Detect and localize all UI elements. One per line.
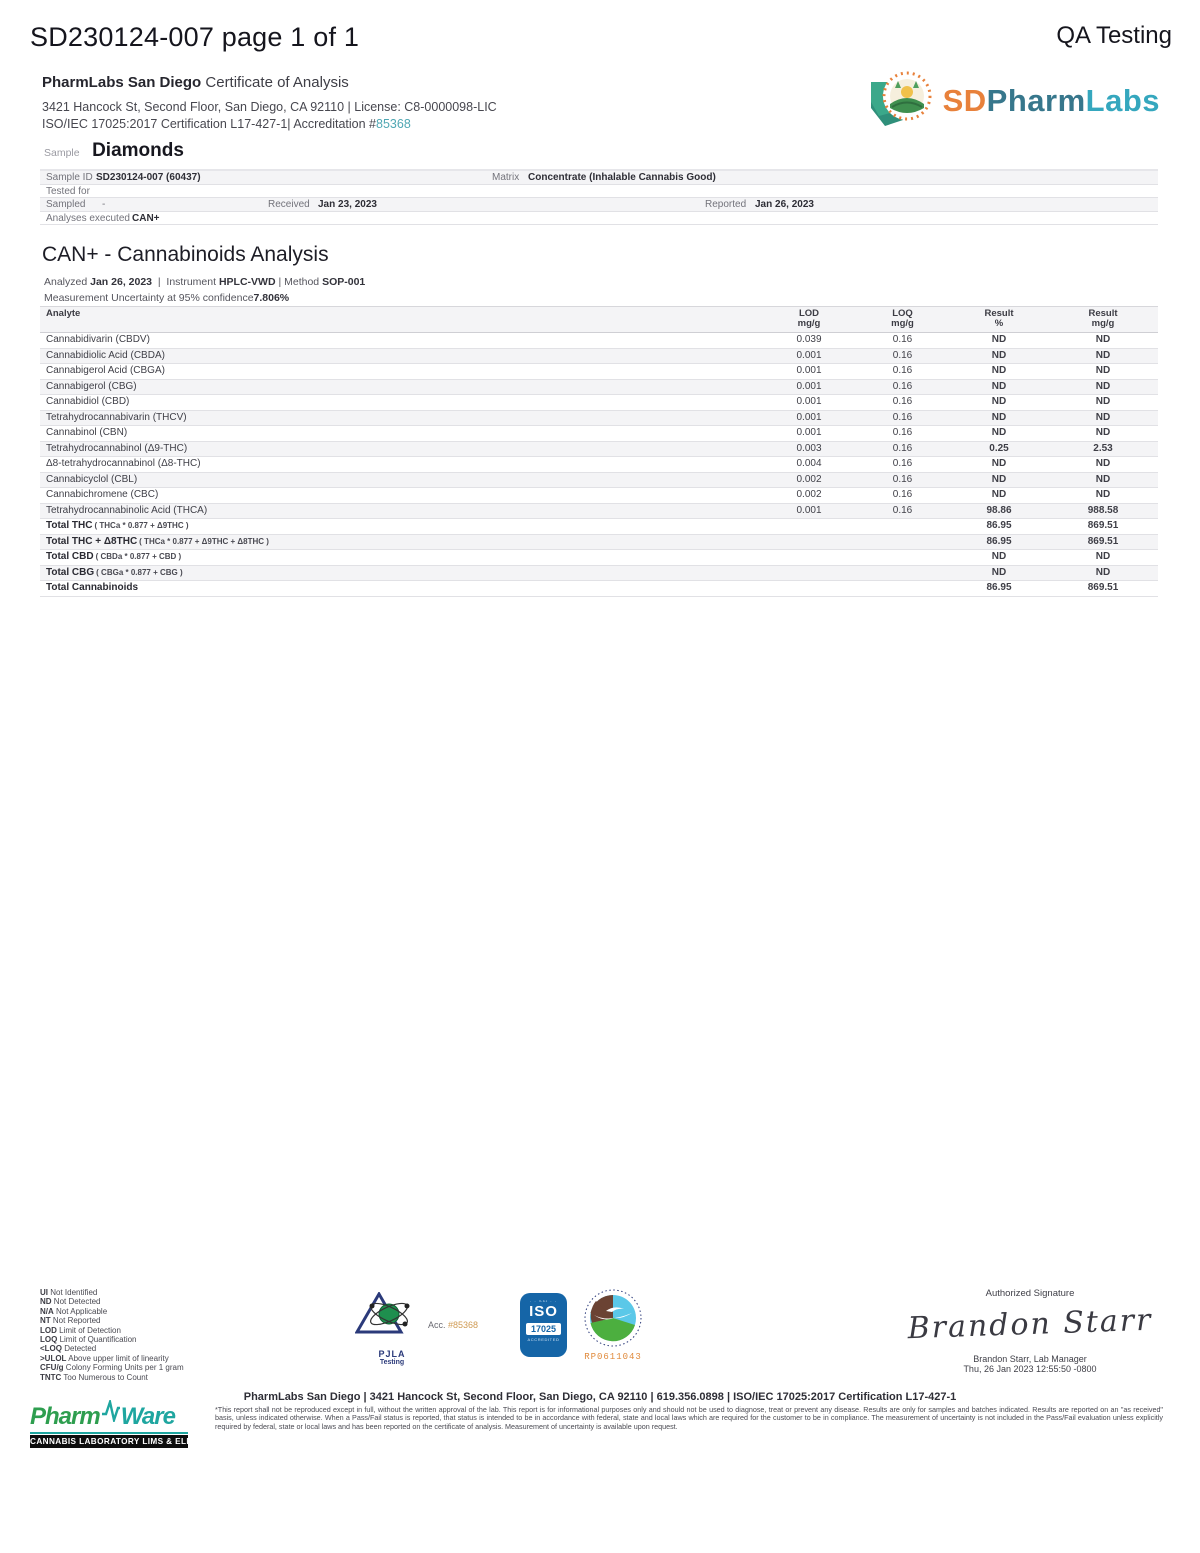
analyte-name: Tetrahydrocannabinol (Δ9-THC) <box>40 441 763 457</box>
analyte-name: Total Cannabinoids <box>40 581 763 597</box>
qa-testing-label: QA Testing <box>1056 22 1172 49</box>
iso-word: ISO <box>529 1303 558 1320</box>
column-header: Analyte <box>40 307 763 333</box>
brand-pharm: Pharm <box>986 82 1086 118</box>
total-row <box>40 550 1158 566</box>
meta-separator-2: | <box>278 276 282 288</box>
acc-label: Acc. <box>428 1320 446 1330</box>
result-percent: ND <box>950 565 1048 581</box>
signature-script: Brandon Starr <box>907 1302 1153 1347</box>
lab-cert-text: ISO/IEC 17025:2017 Certification L17-427-1| Accreditation # <box>42 117 377 131</box>
total-row <box>40 565 1158 581</box>
lab-title-line <box>42 74 497 91</box>
analyte-name: Cannabigerol Acid (CBGA) <box>40 364 763 380</box>
authorized-signature-label: Authorized Signature <box>985 1288 1075 1299</box>
accreditation-line <box>428 1320 478 1330</box>
lod-value: 0.001 <box>763 395 855 411</box>
result-mgg: ND <box>1048 364 1158 380</box>
uncertainty-line <box>44 292 289 304</box>
method-label: Method <box>284 276 320 288</box>
result-percent: 86.95 <box>950 519 1048 535</box>
loq-value <box>855 550 950 566</box>
loq-value: 0.16 <box>855 395 950 411</box>
result-mgg: 988.58 <box>1048 503 1158 519</box>
result-mgg: ND <box>1048 333 1158 349</box>
signer-name-title: Brandon Starr, Lab Manager <box>973 1354 1087 1364</box>
loq-value: 0.16 <box>855 503 950 519</box>
result-mgg: 869.51 <box>1048 519 1158 535</box>
analyte-row <box>40 426 1158 442</box>
acc-number: #85368 <box>448 1320 479 1330</box>
lod-value <box>763 519 855 535</box>
lod-value: 0.004 <box>763 457 855 473</box>
tested-for-row <box>40 185 1158 199</box>
environmental-seal-code: RP0611043 <box>584 1352 642 1362</box>
result-mgg: ND <box>1048 472 1158 488</box>
pharmware-tagline: CANNABIS LABORATORY LIMS & ELN <box>30 1437 193 1446</box>
analysis-section-title: CAN+ - Cannabinoids Analysis <box>42 243 329 266</box>
analyte-row <box>40 348 1158 364</box>
lab-name: PharmLabs San Diego <box>42 74 202 91</box>
lod-value <box>763 550 855 566</box>
result-percent: ND <box>950 379 1048 395</box>
legend-item: N/A Not Applicable <box>40 1306 108 1316</box>
analyte-name: Total CBD ( CBDa * 0.877 + CBD ) <box>40 550 763 566</box>
sampled-label: Sampled <box>46 199 86 210</box>
loq-value: 0.16 <box>855 441 950 457</box>
analyte-name: Cannabigerol (CBG) <box>40 379 763 395</box>
lod-value <box>763 534 855 550</box>
loq-value <box>855 534 950 550</box>
matrix-label: Matrix <box>492 172 520 183</box>
pjla-name: PJLA <box>378 1349 406 1359</box>
analyte-row <box>40 410 1158 426</box>
loq-value: 0.16 <box>855 410 950 426</box>
column-header: Result % <box>950 307 1048 333</box>
signature-datetime: Thu, 26 Jan 2023 12:55:50 -0800 <box>963 1364 1097 1374</box>
environmental-seal-icon <box>584 1289 642 1347</box>
brand-wordmark <box>943 83 1160 119</box>
pjla-sub: Testing <box>379 1359 405 1366</box>
result-percent: 98.86 <box>950 503 1048 519</box>
result-percent: ND <box>950 333 1048 349</box>
loq-value: 0.16 <box>855 426 950 442</box>
legend-item: >ULOL Above upper limit of linearity <box>40 1353 169 1363</box>
result-percent: 0.25 <box>950 441 1048 457</box>
analyte-table-body <box>40 333 1158 597</box>
lab-info-block <box>42 74 497 133</box>
loq-value <box>855 565 950 581</box>
result-mgg: 869.51 <box>1048 534 1158 550</box>
result-mgg: ND <box>1048 410 1158 426</box>
analyte-name: Cannabichromene (CBC) <box>40 488 763 504</box>
loq-value: 0.16 <box>855 379 950 395</box>
document-id: SD230124-007 page 1 of 1 <box>30 22 360 52</box>
uncertainty-label: Measurement Uncertainty at 95% confidence <box>44 292 254 304</box>
lod-value <box>763 565 855 581</box>
analyte-row <box>40 441 1158 457</box>
lab-address <box>42 99 497 133</box>
sample-id-label: Sample ID <box>46 172 93 183</box>
sample-id-row <box>40 171 1158 185</box>
analyte-header-row <box>40 307 1158 333</box>
loq-value: 0.16 <box>855 457 950 473</box>
legend-item: LOQ Limit of Quantification <box>40 1335 137 1345</box>
analyte-name: Cannabidiolic Acid (CBDA) <box>40 348 763 364</box>
legend-item: LOD Limit of Detection <box>40 1325 121 1335</box>
document-header <box>30 22 1172 53</box>
lod-value: 0.002 <box>763 488 855 504</box>
lod-value: 0.001 <box>763 379 855 395</box>
reported-label: Reported <box>705 199 747 210</box>
legend-list <box>40 1288 184 1382</box>
pjla-logo-icon <box>355 1331 429 1348</box>
legend-item: CFU/g Colony Forming Units per 1 gram <box>40 1363 184 1373</box>
analyte-row <box>40 488 1158 504</box>
result-mgg: ND <box>1048 550 1158 566</box>
lod-value: 0.003 <box>763 441 855 457</box>
pharmware-pharm: Pharm <box>30 1403 100 1430</box>
analyte-row <box>40 503 1158 519</box>
result-percent: ND <box>950 550 1048 566</box>
column-header: LOQ mg/g <box>855 307 950 333</box>
pulse-line-icon <box>102 1400 120 1427</box>
analyte-row <box>40 395 1158 411</box>
result-percent: 86.95 <box>950 581 1048 597</box>
analyzed-label: Analyzed <box>44 276 88 288</box>
analyte-name: Tetrahydrocannabinolic Acid (THCA) <box>40 503 763 519</box>
signature-block <box>905 1288 1155 1374</box>
brand-sd: SD <box>942 82 987 118</box>
total-row <box>40 581 1158 597</box>
result-percent: ND <box>950 348 1048 364</box>
loq-value: 0.16 <box>855 472 950 488</box>
result-percent: 86.95 <box>950 534 1048 550</box>
sample-label: Sample <box>44 147 80 159</box>
result-mgg: ND <box>1048 379 1158 395</box>
lod-value: 0.039 <box>763 333 855 349</box>
footer-address: PharmLabs San Diego | 3421 Hancock St, Second Floor, San Diego, CA 92110 | 619.356.0898 | ISO/IEC 17025:2017 Certification L17-427-1 <box>243 1391 957 1403</box>
sd-pharmlabs-logo <box>865 62 1160 139</box>
received-value: Jan 23, 2023 <box>318 199 377 210</box>
analyte-name: Tetrahydrocannabivarin (THCV) <box>40 410 763 426</box>
sample-id-value: SD230124-007 (60437) <box>96 172 201 183</box>
result-percent: ND <box>950 364 1048 380</box>
lod-value: 0.001 <box>763 348 855 364</box>
received-label: Received <box>268 199 310 210</box>
lod-value <box>763 581 855 597</box>
lod-value: 0.002 <box>763 472 855 488</box>
pharmware-wordmark <box>30 1400 188 1434</box>
lod-value: 0.001 <box>763 410 855 426</box>
meta-separator-1: | <box>154 276 167 288</box>
lod-value: 0.001 <box>763 503 855 519</box>
analyte-name: Δ8-tetrahydrocannabinol (Δ8-THC) <box>40 457 763 473</box>
uncertainty-value: 7.806% <box>253 292 290 304</box>
analyte-row <box>40 333 1158 349</box>
cannabinoid-results-table <box>40 306 1158 597</box>
analyte-row <box>40 472 1158 488</box>
result-percent: ND <box>950 457 1048 473</box>
result-mgg: ND <box>1048 348 1158 364</box>
legend-item: ND Not Detected <box>40 1297 101 1307</box>
analyzed-date: Jan 26, 2023 <box>90 276 153 288</box>
lod-value: 0.001 <box>763 426 855 442</box>
sample-name: Diamonds <box>92 140 184 161</box>
analyses-value: CAN+ <box>132 212 160 224</box>
result-percent: ND <box>950 472 1048 488</box>
result-percent: ND <box>950 395 1048 411</box>
analyte-row <box>40 379 1158 395</box>
iso-number: 17025 <box>526 1323 561 1335</box>
iso-arc-text: · · ᴵᴸᴬᶜ · · <box>529 1299 558 1304</box>
analyte-name: Total THC ( THCa * 0.877 + Δ9THC ) <box>40 519 763 535</box>
loq-value: 0.16 <box>855 333 950 349</box>
column-header: LOD mg/g <box>763 307 855 333</box>
instrument-label: Instrument <box>166 276 217 288</box>
sampled-value: - <box>102 199 106 210</box>
result-mgg: ND <box>1048 426 1158 442</box>
loq-value: 0.16 <box>855 488 950 504</box>
analyte-name: Cannabidiol (CBD) <box>40 395 763 411</box>
legend-item: NT Not Reported <box>40 1316 101 1326</box>
analyses-row <box>40 212 1158 226</box>
result-mgg: ND <box>1048 457 1158 473</box>
loq-value: 0.16 <box>855 364 950 380</box>
result-mgg: ND <box>1048 488 1158 504</box>
analyte-name: Total THC + Δ8THC ( THCa * 0.877 + Δ9THC + Δ8THC ) <box>40 534 763 550</box>
loq-value <box>855 581 950 597</box>
analyte-row <box>40 457 1158 473</box>
iso-foot-text: ACCREDITED <box>527 1337 560 1342</box>
pjla-accreditation-badge <box>352 1292 432 1366</box>
instrument-value: HPLC-VWD <box>218 276 276 288</box>
loq-value: 0.16 <box>855 348 950 364</box>
sample-heading <box>44 140 184 162</box>
total-row <box>40 534 1158 550</box>
sampled-row <box>40 198 1158 212</box>
total-row <box>40 519 1158 535</box>
legend-item: <LOQ Detected <box>40 1344 97 1354</box>
method-value: SOP-001 <box>322 276 366 288</box>
accreditation-number: 85368 <box>376 117 411 131</box>
loq-value <box>855 519 950 535</box>
analyses-label: Analyses executed <box>46 212 130 224</box>
result-mgg: ND <box>1048 565 1158 581</box>
iso-17025-badge <box>520 1293 567 1357</box>
sample-info-table <box>40 169 1158 225</box>
analyte-name: Cannabinol (CBN) <box>40 426 763 442</box>
lab-address-line2 <box>42 116 497 133</box>
analyte-row <box>40 364 1158 380</box>
brand-labs: Labs <box>1085 82 1160 118</box>
column-header: Result mg/g <box>1048 307 1158 333</box>
pharmware-logo <box>30 1400 193 1448</box>
result-percent: ND <box>950 426 1048 442</box>
matrix-value: Concentrate (Inhalable Cannabis Good) <box>528 172 716 183</box>
result-percent: ND <box>950 488 1048 504</box>
result-percent: ND <box>950 410 1048 426</box>
analyte-name: Cannabidivarin (CBDV) <box>40 333 763 349</box>
sd-pharmlabs-logo-icon <box>865 62 937 139</box>
legend-item: TNTC Too Numerous to Count <box>40 1372 148 1382</box>
reported-value: Jan 26, 2023 <box>755 199 814 210</box>
analysis-meta-line <box>44 276 365 288</box>
lab-address-line1: 3421 Hancock St, Second Floor, San Diego, CA 92110 | License: C8-0000098-LIC <box>42 100 497 114</box>
analyte-name: Total CBG ( CBGa * 0.877 + CBG ) <box>40 565 763 581</box>
result-mgg: 2.53 <box>1048 441 1158 457</box>
lod-value: 0.001 <box>763 364 855 380</box>
result-mgg: ND <box>1048 395 1158 411</box>
result-mgg: 869.51 <box>1048 581 1158 597</box>
pharmware-ware: Ware <box>120 1403 175 1430</box>
doc-type: Certificate of Analysis <box>205 74 349 91</box>
legend-item: UI Not Identified <box>40 1288 98 1297</box>
tested-for-label: Tested for <box>46 185 90 197</box>
footer-disclaimer: *This report shall not be reproduced except in full, without the written approval of the lab. This report is for informational purposes only and should not be used to diagnose, treat or prevent any disease. Results are only for samples and batches indicated. Results are reported on an "as received" basis, unless indicated otherwise. When a Pass/Fail status is reported, that status is intended to be in accordance with federal, state and local laws which are required for the customer to be in compliance. The measurement of uncertainty is not included in the Pass/Fail evaluation unless explicitly required by federal, state or local laws and has been reported on the certificate of analysis. Measurement of uncertainty is available upon request. <box>215 1405 1163 1431</box>
analyte-name: Cannabicyclol (CBL) <box>40 472 763 488</box>
